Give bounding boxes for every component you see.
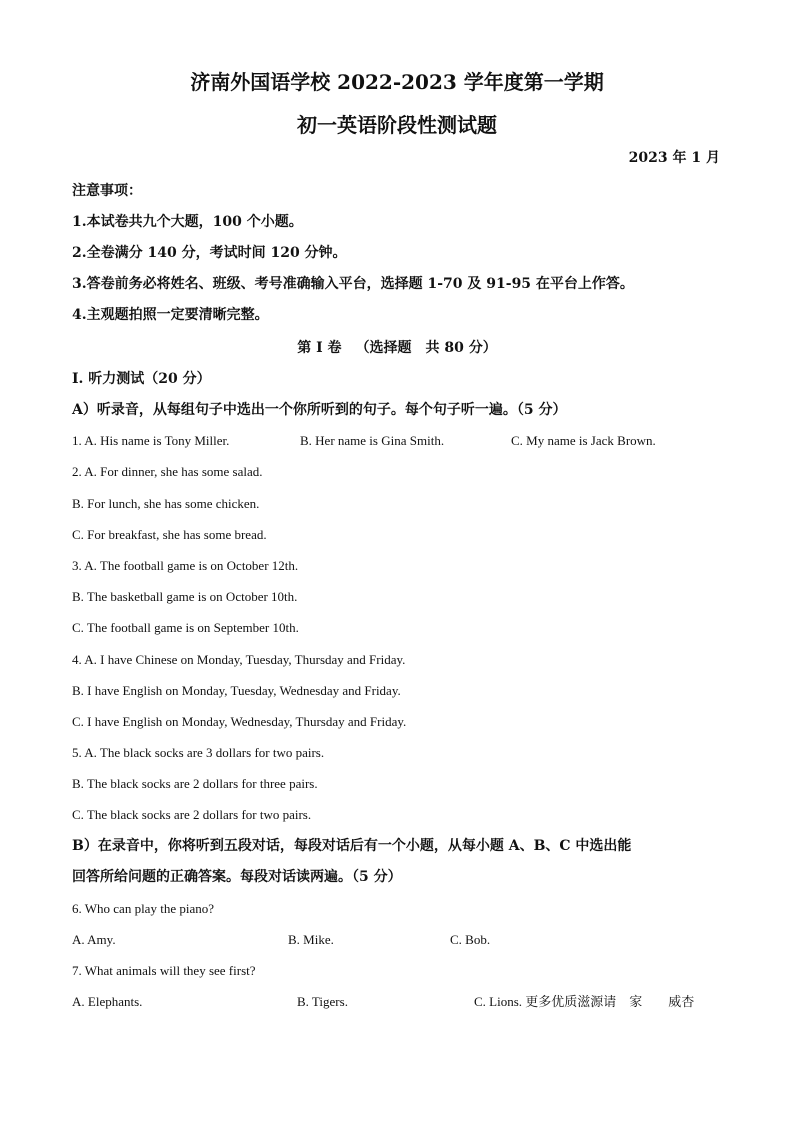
question-5-option-a: 5. A. The black socks are 3 dollars for two pairs. [72,745,325,760]
question-7-option-b: B. Tigers. [297,994,348,1009]
section-1-title [0,341,794,355]
question-4-option-a: 4. A. I have Chinese on Monday, Tuesday, Thursday and Friday. [72,652,406,667]
section-1-title-part3: 共 80 分） [425,340,497,356]
question-2-option-c: C. For breakfast, she has some bread. [72,527,267,542]
question-6-option-b: B. Mike. [288,932,334,947]
section-1-title-part2: （选择题 [355,340,412,356]
question-6-option-c: C. Bob. [450,932,491,947]
question-1 [0,434,794,450]
question-3-option-a: 3. A. The football game is on October 12th. [72,558,299,573]
watermark-text: 更多优质滋源请 家 威杏 [525,994,695,1009]
question-4-option-c: C. I have English on Monday, Wednesday, Thursday and Friday. [72,714,407,729]
exam-date: 2023 年 1 月 [628,150,720,166]
notice-item-4: 4.主观题拍照一定要清晰完整。 [72,307,269,323]
question-6-options [0,933,794,949]
question-6-option-a: A. Amy. [72,932,116,947]
question-6-text: 6. Who can play the piano? [72,901,214,916]
question-7-options [0,995,794,1011]
notice-item-2: 2.全卷满分 140 分，考试时间 120 分钟。 [72,245,347,261]
notice-item-3: 3.答卷前务必将姓名、班级、考号准确输入平台，选择题 1-70 及 91-95 在平台上作答。 [72,276,634,292]
part-1-heading: I. 听力测试（20 分） [72,371,211,387]
exam-subtitle: 初一英语阶段性测试题 [297,113,497,137]
question-5-option-b: B. The black socks are 2 dollars for three pairs. [72,776,318,791]
question-1-option-b: B. Her name is Gina Smith. [300,433,445,448]
question-3-option-c: C. The football game is on September 10th. [72,620,299,635]
exam-title: 济南外国语学校 2022-2023 学年度第一学期 [190,70,604,94]
question-1-option-c: C. My name is Jack Brown. [511,433,656,448]
notice-heading: 注意事项： [72,183,142,199]
section-1-title-part1: 第 I 卷 [297,340,342,356]
section-b-heading-line-2: 回答所给问题的正确答案。每段对话读两遍。（5 分） [72,869,402,885]
question-4-option-b: B. I have English on Monday, Tuesday, Wednesday and Friday. [72,683,401,698]
question-7-option-c [474,995,694,1008]
section-b-heading-line-1: B）在录音中，你将听到五段对话，每段对话后有一个小题，从每小题 A、B、C 中选出能 [72,838,632,854]
question-3-option-b: B. The basketball game is on October 10th. [72,589,298,604]
section-a-heading: A）听录音，从每组句子中选出一个你所听到的句子。每个句子听一遍。（5 分） [72,402,567,418]
question-2-option-b: B. For lunch, she has some chicken. [72,496,260,511]
question-7-text: 7. What animals will they see first? [72,963,256,978]
notice-item-1: 1.本试卷共九个大题，100 个小题。 [72,214,303,230]
question-5-option-c: C. The black socks are 2 dollars for two pairs. [72,807,312,822]
question-7-option-c-label: C. Lions. [474,994,523,1009]
question-1-option-a: 1. A. His name is Tony Miller. [72,433,230,448]
question-2-option-a: 2. A. For dinner, she has some salad. [72,464,263,479]
question-7-option-a: A. Elephants. [72,994,143,1009]
